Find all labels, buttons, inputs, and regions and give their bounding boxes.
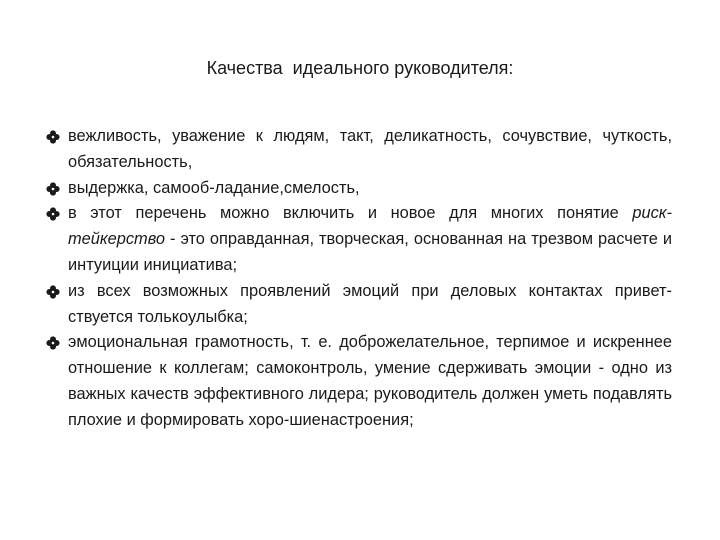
diamond-bullet-icon: [46, 201, 62, 227]
list-item: [46, 124, 672, 176]
qualities-list: [46, 124, 672, 434]
list-item-text: из всех возможных проявлений эмоций при деловых контактах привет-ствуется толькоулыбка;: [68, 281, 672, 326]
diamond-bullet-icon: [46, 124, 62, 150]
slide-title: Качества идеального руководителя:: [206, 58, 514, 78]
list-item-text: вежливость, уважение к людям, такт, деликатность, сочувствие, чуткость, обязательность,: [68, 127, 672, 171]
diamond-bullet-icon: [46, 279, 62, 305]
italic-term: риск-тейкерство: [68, 204, 672, 249]
list-item-text: эмоциональная грамотность, т. е. доброжелательное, терпимое и искреннее отношение к коллегам; самоконтроль, умение сдерживать эмоции - одно из важных качеств эффективного лидера; руководитель должен уметь подавлять плохие и формировать хоро-шиенастроения;: [68, 333, 672, 429]
list-item: [46, 279, 672, 331]
list-item-text-before: в этот перечень можно включить и новое для многих понятие: [68, 204, 633, 223]
list-item: [46, 176, 672, 202]
list-item-text-after: - это оправданная, творческая, основанная на трезвом расчете и интуиции инициатива;: [68, 230, 672, 274]
diamond-bullet-icon: [46, 176, 62, 202]
diamond-bullet-icon: [46, 330, 62, 356]
list-item: [46, 330, 672, 433]
list-item: [46, 201, 672, 278]
list-item-text: выдержка, самооб-ладание,смелость,: [68, 178, 360, 197]
